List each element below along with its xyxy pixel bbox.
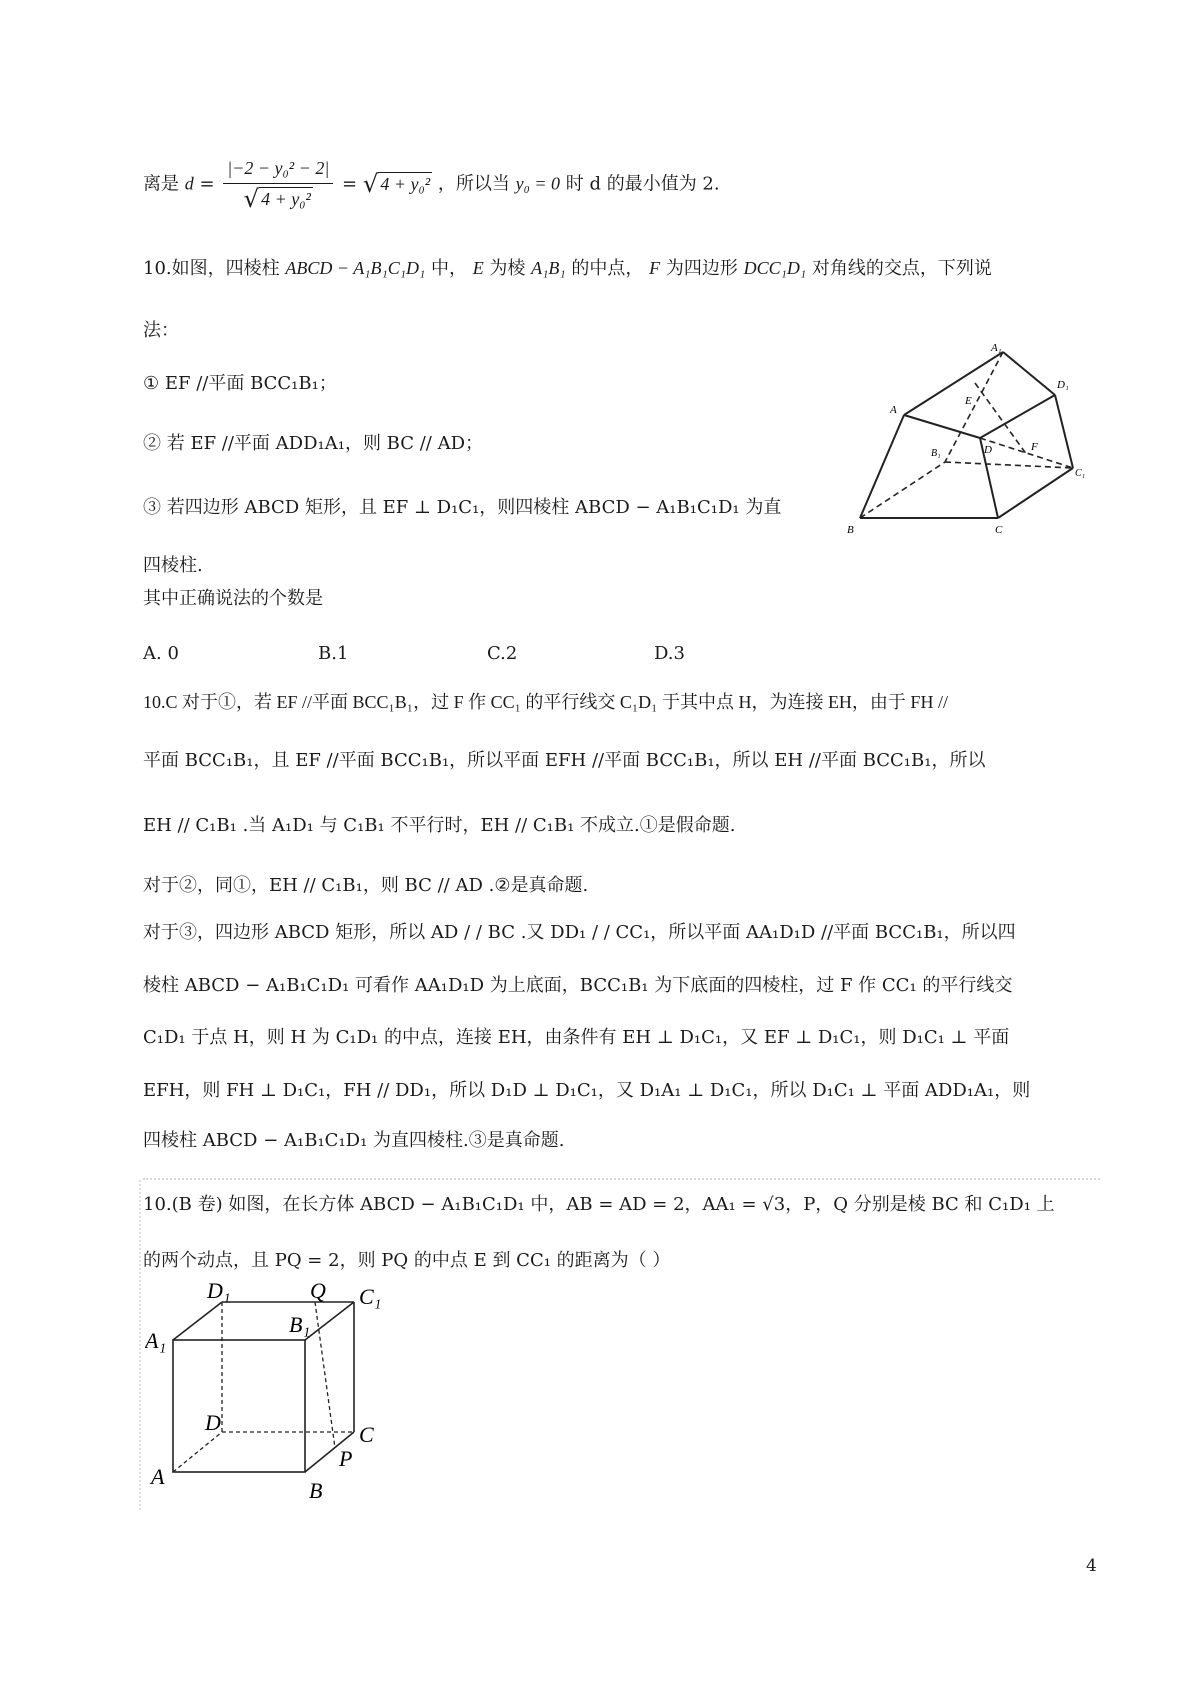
- fig-label-b: B: [847, 524, 854, 536]
- distance-tail-a: ，所以当: [437, 173, 510, 195]
- sqrt-radical-icon: √: [362, 169, 379, 199]
- fig-label-d1: D₁: [1057, 379, 1069, 391]
- q10-quad: DCC₁D₁: [743, 258, 807, 278]
- q10-intro: [143, 258, 992, 280]
- section-side-border: [139, 1180, 141, 1510]
- answer-line-4: 对于②，同①，EH // C₁B₁，则 BC // AD .②是真命题.: [143, 875, 589, 896]
- answer-line-6: 棱柱 ABCD − A₁B₁C₁D₁ 可看作 AA₁D₁D 为上底面，BCC₁B₁ 为下底面的四棱柱，过 F 作 CC₁ 的平行线交: [143, 975, 1013, 996]
- cuboid-label-b1: B₁: [289, 1312, 311, 1337]
- circled-3-icon: ③: [143, 497, 161, 518]
- page-number: 4: [1086, 1556, 1097, 1576]
- equals-sign-2: =: [342, 173, 358, 195]
- sqrt-radical-icon: √: [243, 183, 260, 213]
- circled-1-icon: ①: [143, 373, 160, 394]
- fig-label-a1: A₁: [991, 342, 1002, 354]
- q10-point-f: F: [649, 258, 661, 278]
- q10-statement-1-text: EF //平面 BCC₁B₁；: [164, 373, 337, 394]
- q10-intro-f: 对角线的交点，下列说: [811, 258, 992, 279]
- q10-intro-a: 10.如图，四棱柱: [143, 258, 280, 279]
- distance-line: [143, 158, 720, 211]
- q10-intro-b: 中，: [430, 258, 467, 279]
- q10-solid: ABCD − A₁B₁C₁D₁: [285, 258, 426, 278]
- q10-intro-c: 为棱: [489, 258, 526, 279]
- answer-line-5: 对于③，四边形 ABCD 矩形，所以 AD / / BC .又 DD₁ / / CC₁，所以平面 AA₁D₁D //平面 BCC₁B₁，所以四: [143, 922, 1016, 943]
- q10-statement-1: [143, 373, 337, 395]
- q10-intro-line2: 法：: [143, 320, 179, 341]
- q10-intro-d: 的中点，: [571, 258, 644, 279]
- answer-line-1: 10.C 对于①，若 EF //平面 BCC₁B₁，过 F 作 CC₁ 的平行线交 C₁D₁ 于其中点 H，为连接 EH，由于 FH //: [143, 692, 948, 712]
- prism-figure: [835, 340, 1090, 540]
- fig-label-c: C: [995, 524, 1003, 536]
- answer-line-3: EH // C₁B₁ .当 A₁D₁ 与 C₁B₁ 不平行时，EH // C₁B₁ 不成立.①是假命题.: [143, 815, 736, 836]
- q10-statement-2-text: 若 EF //平面 ADD₁A₁，则 BC // AD；: [166, 433, 484, 454]
- sqrt-rhs: [362, 169, 432, 199]
- q10b-line-2: 的两个动点，且 PQ = 2，则 PQ 的中点 E 到 CC₁ 的距离为（ ）: [143, 1250, 671, 1271]
- q10-question: 其中正确说法的个数是: [143, 588, 323, 609]
- answer-line-9: 四棱柱 ABCD − A₁B₁C₁D₁ 为直四棱柱.③是真命题.: [143, 1130, 565, 1151]
- cuboid-label-c1: C₁: [359, 1284, 382, 1309]
- q10-statement-3: [143, 497, 781, 519]
- option-b: B.1: [318, 643, 349, 664]
- distance-symbol: d: [184, 173, 194, 194]
- fig-label-a: A: [890, 404, 897, 416]
- fig-label-b1: B₁: [931, 448, 941, 459]
- q10b-line-1: 10.(B 卷) 如图，在长方体 ABCD − A₁B₁C₁D₁ 中，AB = AD = 2，AA₁ = √3，P，Q 分别是棱 BC 和 C₁D₁ 上: [143, 1194, 1055, 1215]
- sqrt-denominator: [243, 183, 313, 213]
- sqrt-rhs-body: 4 + y₀²: [378, 172, 432, 196]
- fig-label-f: F: [1031, 441, 1038, 453]
- cuboid-label-a: A: [151, 1464, 165, 1489]
- distance-lead: 离是: [143, 173, 179, 195]
- q10-statement-3-cont: 四棱柱.: [143, 555, 203, 576]
- section-divider: [143, 1178, 1100, 1180]
- sqrt-denominator-body: 4 + y₀²: [259, 187, 313, 211]
- fig-label-e: E: [965, 395, 972, 407]
- circled-2-icon: ②: [143, 433, 161, 454]
- fraction-numerator: |−2 − y₀² − 2|: [223, 158, 333, 184]
- cuboid-label-d: D: [205, 1410, 221, 1435]
- option-a: A. 0: [143, 643, 179, 664]
- fraction-denominator: [240, 184, 317, 211]
- option-c: C.2: [487, 643, 518, 664]
- cuboid-label-b: B: [309, 1478, 323, 1503]
- cuboid-label-c: C: [359, 1422, 374, 1447]
- cuboid-label-p: P: [339, 1446, 353, 1471]
- fig-label-c1: C₁: [1075, 468, 1086, 479]
- cuboid-label-a1: A₁: [145, 1328, 167, 1353]
- distance-fraction: [223, 158, 333, 211]
- q10-point-e: E: [472, 258, 484, 278]
- distance-condition: y₀ = 0: [515, 173, 560, 194]
- equals-sign: =: [199, 173, 215, 195]
- cuboid-figure: [145, 1282, 405, 1507]
- cuboid-label-q: Q: [310, 1282, 326, 1303]
- option-d: D.3: [654, 643, 685, 664]
- q10-intro-e: 为四边形: [665, 258, 738, 279]
- answer-line-7: C₁D₁ 于点 H，则 H 为 C₁D₁ 的中点，连接 EH，由条件有 EH ⊥ D₁C₁，又 EF ⊥ D₁C₁，则 D₁C₁ ⊥ 平面: [143, 1027, 1010, 1048]
- answer-line-2: 平面 BCC₁B₁，且 EF //平面 BCC₁B₁，所以平面 EFH //平面 BCC₁B₁，所以 EH //平面 BCC₁B₁，所以: [143, 750, 986, 771]
- distance-tail-b: 时 d 的最小值为 2.: [565, 173, 720, 195]
- q10-edge-a1b1: A₁B₁: [531, 258, 566, 278]
- answer-line-8: EFH，则 FH ⊥ D₁C₁，FH // DD₁，所以 D₁D ⊥ D₁C₁，又 D₁A₁ ⊥ D₁C₁，所以 D₁C₁ ⊥ 平面 ADD₁A₁，则: [143, 1080, 1031, 1101]
- q10-statement-2: [143, 433, 483, 455]
- cuboid-label-d1: D₁: [207, 1282, 231, 1303]
- q10-statement-3-text: 若四边形 ABCD 矩形，且 EF ⊥ D₁C₁，则四棱柱 ABCD − A₁B₁C₁D₁ 为直: [166, 497, 782, 518]
- fig-label-d: D: [984, 444, 992, 456]
